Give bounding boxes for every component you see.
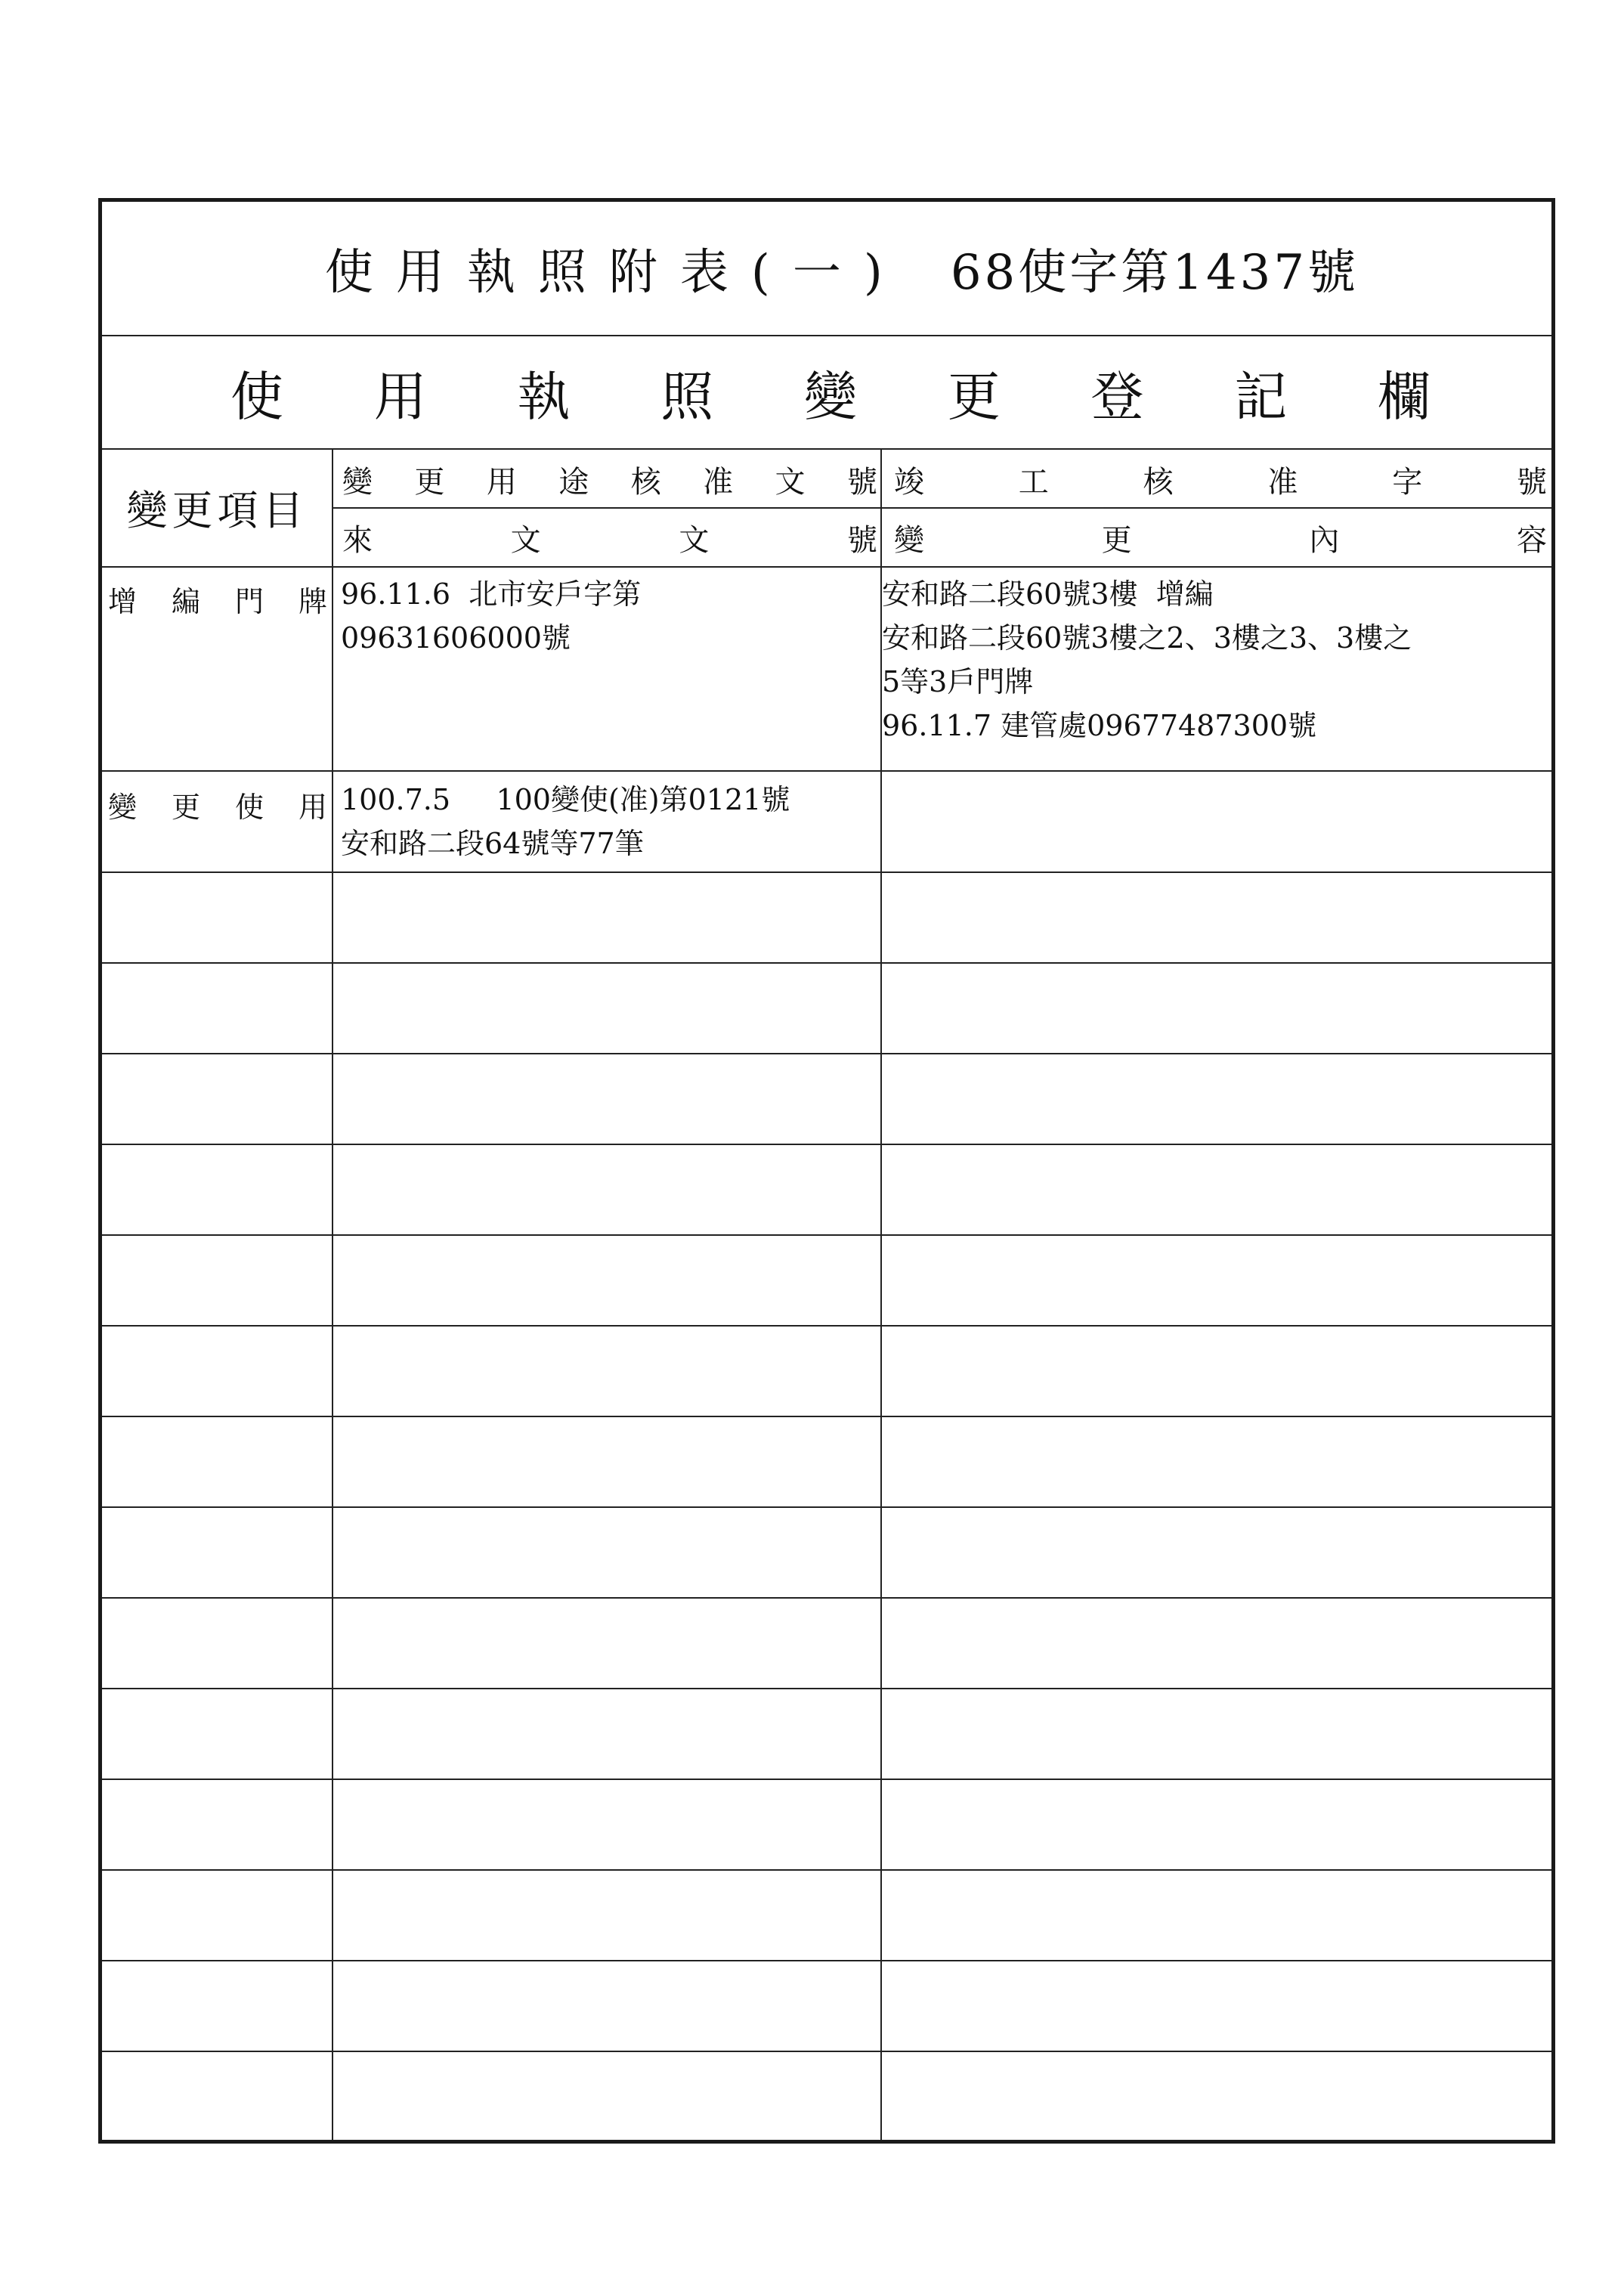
header-char: 更 bbox=[1101, 522, 1132, 558]
row-divider bbox=[102, 770, 1551, 772]
row-divider bbox=[102, 1053, 1551, 1054]
row-divider bbox=[102, 1779, 1551, 1780]
row-item-change-use bbox=[108, 784, 327, 825]
header-char: 內 bbox=[1309, 522, 1340, 558]
heading-char: 更 bbox=[947, 365, 1001, 428]
header-char: 核 bbox=[630, 464, 661, 500]
row-divider bbox=[102, 1506, 1551, 1508]
header-char: 准 bbox=[1267, 464, 1298, 500]
row-change-content: 安和路二段60號3樓 增編 安和路二段60號3樓之2、3樓之3、3樓之 5等3戶門牌 96.11.7 建管處09677487300號 bbox=[882, 577, 1412, 742]
item-char: 門 bbox=[234, 585, 264, 618]
license-number: 68使字第1437號 bbox=[950, 245, 1360, 301]
header-char: 更 bbox=[414, 464, 445, 500]
header-char: 號 bbox=[846, 464, 877, 500]
header-char: 容 bbox=[1516, 522, 1547, 558]
header-char: 號 bbox=[846, 522, 877, 558]
item-char: 使 bbox=[234, 791, 264, 824]
row-divider bbox=[102, 2051, 1551, 2052]
header-char: 文 bbox=[679, 522, 710, 558]
column-divider bbox=[332, 448, 333, 2140]
header-char: 途 bbox=[558, 464, 589, 500]
row-divider bbox=[102, 1688, 1551, 1689]
item-char: 編 bbox=[171, 585, 200, 618]
heading-char: 執 bbox=[517, 365, 571, 428]
document-title: 使用執照附表(一) bbox=[324, 245, 905, 301]
header-char: 變 bbox=[342, 464, 373, 500]
header-char: 字 bbox=[1392, 464, 1423, 500]
title-row bbox=[102, 202, 1551, 335]
section-heading bbox=[102, 336, 1551, 448]
heading-char: 用 bbox=[373, 365, 427, 428]
row-divider bbox=[102, 1597, 1551, 1599]
row-divider bbox=[102, 1144, 1551, 1145]
item-char: 變 bbox=[108, 791, 138, 824]
header-char: 文 bbox=[775, 464, 806, 500]
row-divider bbox=[102, 1325, 1551, 1327]
header-change-content bbox=[888, 510, 1553, 565]
header-char: 來 bbox=[342, 522, 373, 558]
header-change-item: 變更項目 bbox=[126, 486, 308, 534]
header-completion-no bbox=[888, 451, 1553, 507]
header-incoming-doc-no bbox=[336, 510, 883, 565]
heading-char: 記 bbox=[1234, 365, 1288, 428]
row-doc-no: 100.7.5 100變使(准)第0121號 安和路二段64號等77筆 bbox=[341, 783, 790, 860]
header-approval-doc-no bbox=[336, 451, 883, 507]
row-doc-no: 96.11.6 北市安戶字第 09631606000號 bbox=[341, 577, 642, 655]
header-char: 准 bbox=[703, 464, 734, 500]
item-char: 更 bbox=[171, 791, 200, 824]
item-char: 增 bbox=[108, 585, 138, 618]
divider bbox=[333, 507, 1551, 509]
heading-char: 照 bbox=[660, 365, 714, 428]
row-divider bbox=[102, 871, 1551, 873]
heading-char: 變 bbox=[804, 365, 857, 428]
license-attachment-table bbox=[98, 198, 1555, 2144]
row-item-add-number bbox=[108, 578, 327, 620]
item-char: 牌 bbox=[298, 585, 327, 618]
header-char: 竣 bbox=[894, 464, 924, 500]
row-divider bbox=[102, 1960, 1551, 1961]
header-char: 核 bbox=[1143, 464, 1174, 500]
column-divider bbox=[880, 448, 882, 2140]
item-char: 用 bbox=[298, 791, 327, 824]
header-char: 文 bbox=[510, 522, 541, 558]
row-divider bbox=[102, 1234, 1551, 1236]
row-divider bbox=[102, 1416, 1551, 1417]
row-divider bbox=[102, 1869, 1551, 1871]
heading-char: 欄 bbox=[1378, 365, 1431, 428]
header-char: 工 bbox=[1018, 464, 1049, 500]
heading-char: 使 bbox=[230, 365, 283, 428]
heading-char: 登 bbox=[1090, 365, 1144, 428]
header-char: 變 bbox=[894, 522, 924, 558]
header-char: 號 bbox=[1516, 464, 1547, 500]
row-divider bbox=[102, 962, 1551, 964]
divider bbox=[102, 566, 1551, 568]
header-char: 用 bbox=[486, 464, 517, 500]
